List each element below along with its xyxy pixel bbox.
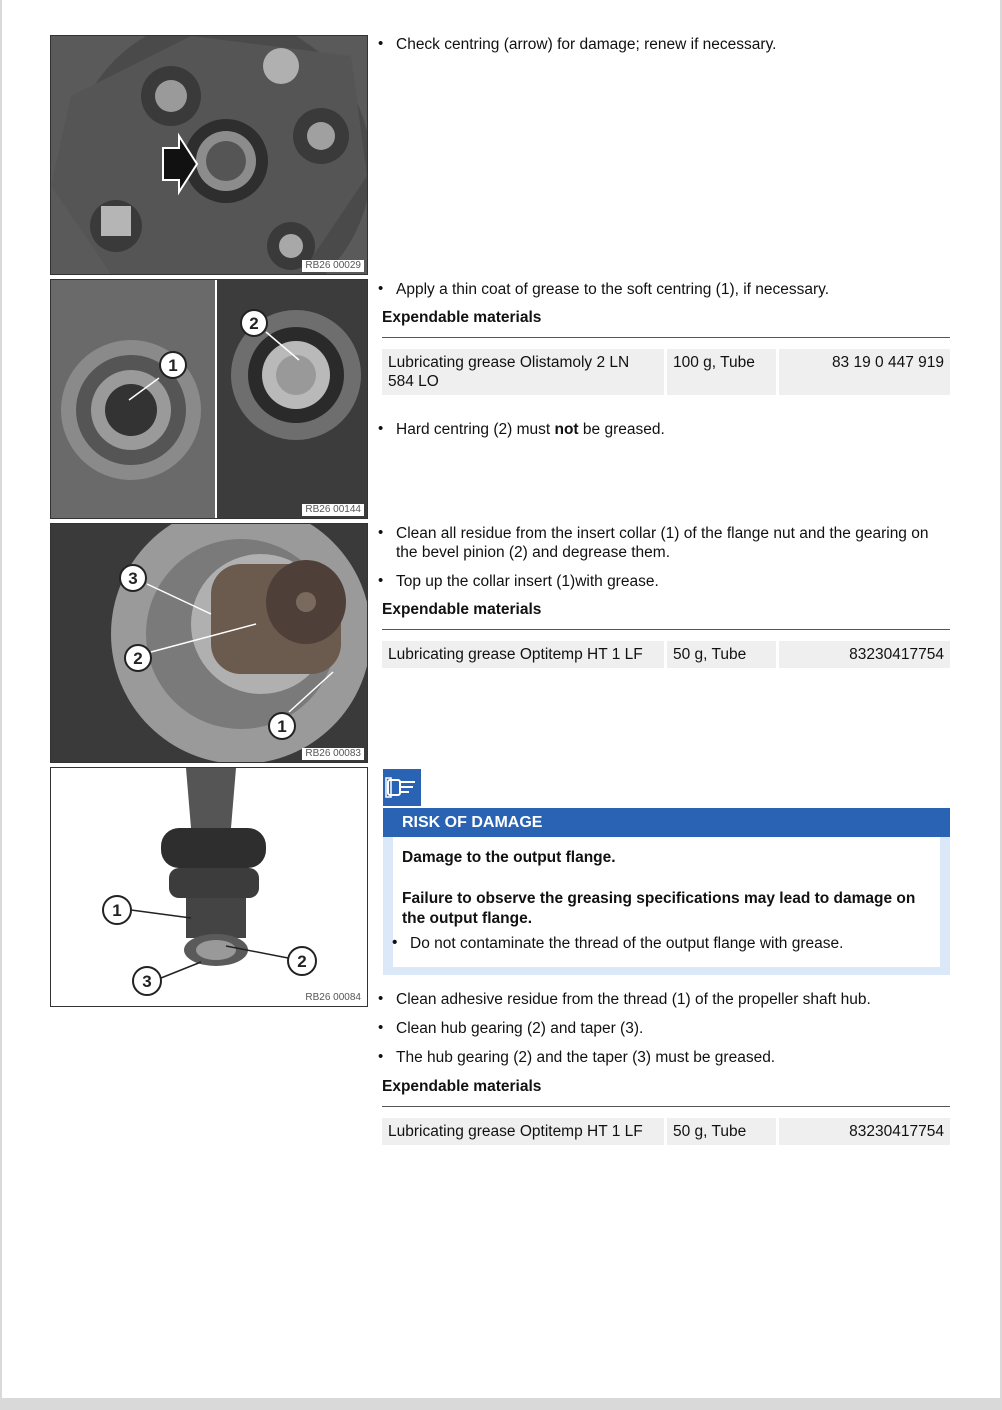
bullet-icon: • bbox=[378, 1019, 384, 1036]
materials-row bbox=[382, 1118, 950, 1145]
material-part-number: 83230417754 bbox=[779, 641, 950, 668]
callout-1: 1 bbox=[277, 717, 287, 736]
materials-heading: Expendable materials bbox=[382, 1078, 542, 1095]
materials-row bbox=[382, 349, 950, 395]
bullet-icon: • bbox=[378, 280, 384, 297]
step-clean-insert-collar: • Clean all residue from the insert collar (1) of the flange nut and the gearing on the bevel pinion (2) and degrease them. bbox=[378, 524, 929, 561]
step-grease-hub: • The hub gearing (2) and the taper (3) must be greased. bbox=[378, 1048, 776, 1066]
figure-centring-arrow bbox=[50, 35, 368, 275]
callout-2: 2 bbox=[249, 314, 259, 333]
bullet-icon: • bbox=[378, 35, 384, 52]
bullet-icon: • bbox=[378, 990, 384, 1007]
step-hard-centring: • Hard centring (2) must not be greased. bbox=[378, 420, 665, 438]
callout-3: 3 bbox=[142, 972, 152, 991]
materials-heading: Expendable materials bbox=[382, 601, 542, 618]
step-grease-soft-centring: • Apply a thin coat of grease to the soft centring (1), if necessary. bbox=[378, 280, 830, 298]
material-part-number: 83230417754 bbox=[779, 1118, 950, 1145]
material-name: Lubricating grease Optitemp HT 1 LF bbox=[382, 1118, 664, 1145]
callout-1: 1 bbox=[112, 901, 122, 920]
bullet-icon: • bbox=[378, 572, 384, 589]
figure-photo bbox=[51, 524, 367, 762]
step-clean-thread: • Clean adhesive residue from the thread (1) of the propeller shaft hub. bbox=[378, 990, 871, 1008]
materials-row bbox=[382, 641, 950, 668]
figure-centring-detail bbox=[50, 279, 368, 519]
material-part-number: 83 19 0 447 919 bbox=[779, 349, 950, 395]
divider bbox=[382, 1106, 950, 1107]
figure-photo bbox=[51, 36, 367, 274]
figure-id: RB26 00144 bbox=[302, 504, 364, 516]
figure-id: RB26 00084 bbox=[302, 992, 364, 1004]
material-name: Lubricating grease Olistamoly 2 LN 584 LO bbox=[382, 349, 664, 395]
bullet-icon: • bbox=[378, 524, 384, 541]
figure-bevel-pinion bbox=[50, 523, 368, 763]
step-top-up-collar: • Top up the collar insert (1)with grease. bbox=[378, 572, 659, 590]
figure-id: RB26 00083 bbox=[302, 748, 364, 760]
callout-2: 2 bbox=[133, 649, 143, 668]
figure-photo bbox=[51, 768, 367, 1006]
material-quantity: 50 g, Tube bbox=[667, 641, 776, 668]
callout-2: 2 bbox=[297, 952, 307, 971]
divider bbox=[382, 629, 950, 630]
bullet-icon: • bbox=[378, 420, 384, 437]
pointing-hand-icon bbox=[383, 769, 421, 806]
figure-photo bbox=[51, 280, 367, 518]
warning-bullet: • Do not contaminate the thread of the output flange with grease. bbox=[392, 934, 844, 952]
warning-line-1: Damage to the output flange. bbox=[402, 849, 616, 866]
materials-heading: Expendable materials bbox=[382, 309, 542, 326]
step-check-centring: • Check centring (arrow) for damage; renew if necessary. bbox=[378, 35, 777, 53]
step-clean-hub-gearing: • Clean hub gearing (2) and taper (3). bbox=[378, 1019, 644, 1037]
divider bbox=[382, 337, 950, 338]
warning-line-2: Failure to observe the greasing specifications may lead to damage on the output flange. bbox=[402, 890, 916, 927]
bullet-icon: • bbox=[392, 934, 398, 951]
callout-1: 1 bbox=[168, 356, 178, 375]
bullet-icon: • bbox=[378, 1048, 384, 1065]
figure-propeller-shaft-hub bbox=[50, 767, 368, 1007]
material-name: Lubricating grease Optitemp HT 1 LF bbox=[382, 641, 664, 668]
figure-id: RB26 00029 bbox=[302, 260, 364, 272]
callout-3: 3 bbox=[128, 569, 138, 588]
material-quantity: 50 g, Tube bbox=[667, 1118, 776, 1145]
material-quantity: 100 g, Tube bbox=[667, 349, 776, 395]
warning-title: RISK OF DAMAGE bbox=[383, 808, 950, 837]
